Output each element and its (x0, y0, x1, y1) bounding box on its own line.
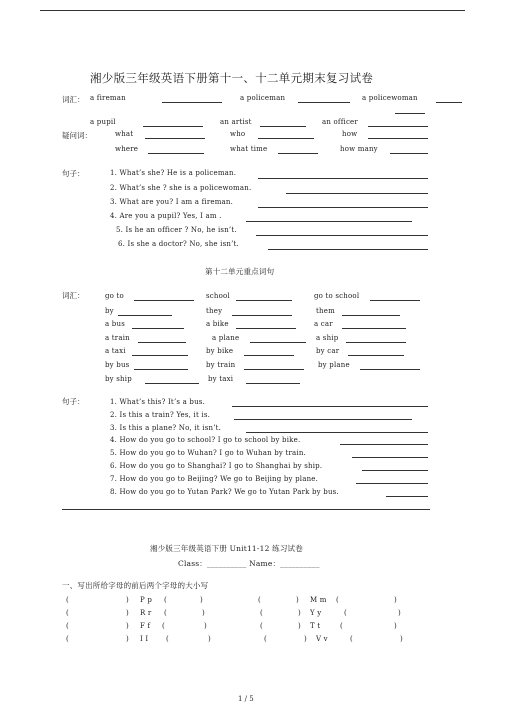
answer-blank[interactable] (162, 102, 222, 103)
letter-pair: P p (140, 596, 153, 604)
vocab-item: by (105, 307, 114, 315)
answer-blank[interactable] (250, 342, 306, 343)
sentence: 5. Is he an officer ? No, he isn’t. (116, 226, 237, 234)
vocab-item: an officer (322, 118, 358, 126)
sentence: 3. Is this a plane? No, it isn’t. (110, 424, 222, 432)
vocab-item: they (206, 307, 223, 315)
answer-blank[interactable] (352, 457, 428, 458)
answer-blank[interactable] (268, 249, 428, 250)
answer-blank[interactable] (368, 126, 428, 127)
answer-blank[interactable] (256, 235, 428, 236)
answer-blank[interactable] (362, 470, 428, 471)
vocab-item: by train (206, 361, 236, 369)
answer-blank[interactable] (370, 300, 420, 301)
vocab-item: by ship (105, 375, 132, 383)
sentence: 2. What’s she ? she is a policewoman. (110, 184, 252, 192)
sentence-label: 句子： (62, 169, 85, 178)
vocab-item: them (316, 307, 335, 315)
answer-blank[interactable] (360, 369, 420, 370)
class-name-line: Class：__________ Name：__________ (178, 559, 320, 568)
vocab-item: a bus (105, 320, 125, 328)
sentence: 1. What’s this? It’s a bus. (110, 398, 205, 406)
answer-blank[interactable] (118, 315, 172, 316)
answer-blank[interactable] (386, 496, 428, 497)
page-title: 湘少版三年级英语下册第十一、十二单元期末复习试卷 (90, 71, 374, 85)
answer-blank[interactable] (395, 113, 425, 114)
vocab-label: 词汇： (62, 291, 85, 300)
answer-blank[interactable] (143, 126, 203, 127)
letter-pair: V v (316, 635, 328, 643)
answer-blank[interactable] (232, 315, 292, 316)
answer-blank[interactable] (342, 328, 406, 329)
answer-blank[interactable] (134, 369, 188, 370)
answer-blank[interactable] (236, 328, 296, 329)
vocab-item: go to (105, 292, 124, 300)
answer-blank[interactable] (258, 138, 314, 139)
vocab-item: a bike (206, 320, 229, 328)
answer-blank[interactable] (258, 207, 428, 208)
letter-pair: M m (310, 596, 327, 604)
exercise-title: 湘少版三年级英语下册 Unit11-12 练习试卷 (150, 544, 303, 553)
vocab-item: by taxi (208, 375, 234, 383)
vocab-label: 词汇： (62, 95, 85, 104)
section1-instruction: 一、写出所给字母的前后两个字母的大小写 (62, 581, 209, 590)
sentence: 6. How do you go to Shanghai? I go to Shanghai by ship. (110, 462, 323, 470)
vocab-item: go to school (314, 292, 360, 300)
answer-blank[interactable] (244, 369, 304, 370)
sentence-label: 句子： (62, 397, 85, 406)
letter-pair: Y y (310, 609, 322, 617)
question-word: how many (340, 145, 378, 153)
answer-blank[interactable] (246, 383, 300, 384)
answer-blank[interactable] (346, 342, 406, 343)
top-rule (40, 10, 465, 11)
question-word: what (115, 130, 134, 138)
answer-blank[interactable] (246, 221, 412, 222)
page-number: 1 / 5 (238, 695, 254, 703)
answer-blank[interactable] (236, 300, 292, 301)
vocab-item: a policeman (240, 94, 286, 102)
answer-blank[interactable] (246, 432, 428, 433)
question-word: where (115, 145, 139, 153)
answer-blank[interactable] (138, 342, 186, 343)
vocab-item: an artist (220, 118, 252, 126)
sentence: 8. How do you go to Yutan Park? We go to Yutan Park by bus. (110, 488, 339, 496)
vocab-item: a plane (212, 334, 240, 342)
sentence: 5. How do you go to Wuhan? I go to Wuhan by train. (110, 449, 306, 457)
vocab-item: a ship (316, 334, 339, 342)
answer-blank[interactable] (342, 315, 400, 316)
answer-blank[interactable] (132, 355, 188, 356)
unit12-title: 第十二单元重点词句 (205, 267, 275, 276)
vocab-item: a pupil (90, 118, 116, 126)
sentence: 4. Are you a pupil? Yes, I am . (110, 212, 222, 220)
answer-blank[interactable] (348, 355, 404, 356)
answer-blank[interactable] (145, 138, 205, 139)
answer-blank[interactable] (368, 138, 428, 139)
vocab-item: school (206, 292, 230, 300)
letter-pair: T t (310, 622, 321, 630)
vocab-item: by bike (206, 347, 234, 355)
answer-blank[interactable] (436, 102, 462, 103)
answer-blank[interactable] (258, 178, 428, 179)
vocab-item: by plane (318, 361, 350, 369)
letter-pair: I I (140, 635, 149, 643)
question-word: who (230, 130, 246, 138)
answer-blank[interactable] (145, 383, 199, 384)
answer-blank[interactable] (260, 126, 306, 127)
answer-blank[interactable] (234, 419, 412, 420)
vocab-item: a policewoman (362, 94, 418, 102)
answer-blank[interactable] (278, 153, 318, 154)
letter-pair: R r (140, 609, 152, 617)
vocab-item: a taxi (105, 347, 126, 355)
sentence: 7. How do you go to Beijing? We go to Beijing by plane. (110, 475, 319, 483)
sentence: 3. What are you? I am a fireman. (110, 198, 234, 206)
answer-blank[interactable] (390, 153, 428, 154)
vocab-item: a fireman (90, 94, 126, 102)
answer-blank[interactable] (286, 193, 428, 194)
answer-blank[interactable] (134, 300, 194, 301)
answer-blank[interactable] (298, 102, 350, 103)
vocab-item: a train (105, 334, 130, 342)
question-words-label: 疑问词： (62, 131, 92, 140)
vocab-item: by car (316, 347, 340, 355)
vocab-item: by bus (105, 361, 130, 369)
answer-blank[interactable] (340, 444, 428, 445)
answer-blank[interactable] (132, 328, 184, 329)
question-word: how (342, 130, 358, 138)
vocab-item: a car (314, 320, 333, 328)
letter-pair: F f (140, 622, 151, 630)
sentence: 1. What’s she? He is a policeman. (110, 169, 237, 177)
answer-blank[interactable] (356, 483, 428, 484)
answer-blank[interactable] (148, 153, 204, 154)
question-word: what time (230, 145, 268, 153)
sentence: 6. Is she a doctor? No, she isn’t. (118, 240, 239, 248)
sentence: 4. How do you go to school? I go to school by bike. (110, 436, 301, 444)
section-divider (62, 509, 430, 510)
sentence: 2. Is this a train? Yes, it is. (110, 411, 211, 419)
answer-blank[interactable] (232, 406, 428, 407)
answer-blank[interactable] (244, 355, 294, 356)
